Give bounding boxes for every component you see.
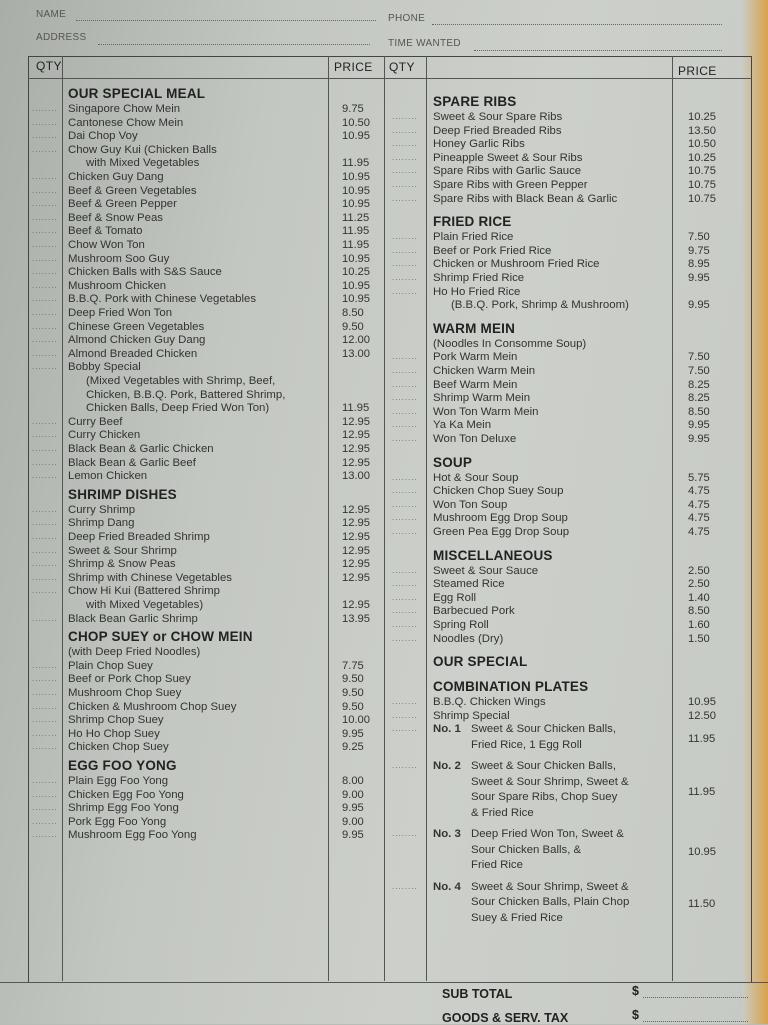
item-continuation: Chicken Balls, Deep Fried Won Ton) (86, 402, 270, 415)
qty-blank[interactable]: ........ (392, 352, 418, 362)
menu-item: Shrimp with Chinese Vegetables (68, 571, 232, 584)
item-price: 9.75 (342, 103, 364, 115)
section-heading: SOUP (433, 454, 473, 470)
item-price: 9.50 (342, 673, 364, 686)
combo-line: Sour Spare Ribs, Chop Suey (471, 791, 618, 804)
item-price: 10.75 (688, 165, 716, 178)
qty-blank[interactable]: ........ (32, 715, 58, 725)
section-note: (with Deep Fried Noodles) (68, 646, 201, 659)
menu-item: Chicken Guy Dang (68, 171, 164, 183)
menu-item: Sweet & Sour Sauce (433, 564, 539, 577)
item-price: 4.75 (688, 526, 710, 538)
item-price: 9.25 (342, 741, 364, 754)
menu-item: Chicken & Mushroom Chop Suey (68, 700, 237, 713)
item-price: 10.95 (688, 696, 716, 709)
qty-blank[interactable]: ........ (392, 273, 418, 282)
item-price: 9.95 (342, 829, 364, 842)
combo-line: Suey & Fried Rice (471, 911, 563, 924)
qty-blank[interactable]: ........ (392, 259, 418, 269)
menu-item: Ya Ka Mein (433, 419, 492, 432)
qty-blank[interactable]: ........ (392, 606, 418, 616)
section-heading: SPARE RIBS (433, 94, 517, 109)
item-price: 9.95 (342, 802, 364, 815)
section-heading: WARM MEIN (433, 320, 516, 336)
menu-item: Chicken Chop Suey Soup (433, 485, 564, 498)
combo-line: Sweet & Sour Chicken Balls, (471, 760, 616, 773)
qty-blank[interactable]: ........ (32, 457, 58, 467)
qty-blank[interactable]: ........ (392, 286, 418, 296)
qty-blank[interactable]: ........ (32, 532, 58, 541)
menu-item: Won Ton Deluxe (433, 433, 517, 445)
item-price: 9.50 (342, 687, 364, 699)
item-price: 8.95 (688, 258, 710, 271)
item-price: 8.25 (688, 392, 710, 405)
item-price: 12.95 (342, 429, 370, 442)
menu-item: Lemon Chicken (68, 470, 148, 483)
menu-item: Won Ton Warm Mein (433, 405, 539, 418)
menu-item: B.B.Q. Chicken Wings (433, 696, 546, 709)
menu-item: Pork Egg Foo Yong (68, 815, 167, 828)
item-price: 10.95 (342, 184, 370, 197)
section-note: (Noodles In Consomme Soup) (433, 337, 587, 350)
menu-item: Chicken Chop Suey (68, 741, 169, 754)
item-price: 2.50 (688, 564, 710, 577)
qty-blank[interactable]: ........ (392, 112, 418, 121)
qty-blank[interactable]: ........ (32, 321, 58, 331)
section-heading: FRIED RICE (433, 214, 512, 230)
menu-item: Won Ton Soup (433, 498, 508, 511)
menu-item: Mushroom Soo Guy (68, 252, 170, 265)
qty-blank[interactable]: ........ (392, 434, 418, 443)
qty-blank[interactable]: ........ (32, 830, 58, 840)
item-price: 10.95 (342, 198, 370, 211)
qty-blank[interactable]: ........ (392, 565, 418, 575)
menu-item: Egg Roll (433, 591, 477, 604)
item-price: 11.95 (688, 785, 716, 798)
item-price: 2.50 (688, 578, 710, 591)
menu-item: Curry Shrimp (68, 503, 136, 516)
menu-item: Hot & Sour Soup (433, 471, 519, 484)
item-continuation: (Mixed Vegetables with Shrimp, Beef, (86, 375, 276, 387)
left-price-divider (328, 56, 329, 981)
section-heading: MISCELLANEOUS (433, 547, 553, 563)
item-price: 9.75 (688, 244, 710, 257)
item-price: 12.95 (342, 599, 370, 611)
menu-item: Black Bean & Garlic Beef (68, 456, 196, 469)
qty-blank[interactable]: ........ (392, 620, 418, 629)
menu-item: Plain Fried Rice (433, 231, 514, 244)
section-heading: SHRIMP DISHES (68, 486, 177, 502)
menu-item: Green Pea Egg Drop Soup (433, 526, 570, 538)
gst-field[interactable] (643, 1021, 748, 1022)
qty-blank[interactable]: ........ (32, 586, 58, 596)
item-price: 12.95 (342, 503, 370, 516)
item-price: 11.95 (342, 157, 370, 170)
menu-item: Beef & Tomato (68, 225, 143, 238)
menu-item: Dai Chop Voy (68, 130, 138, 143)
qty-blank[interactable]: ........ (392, 379, 418, 389)
menu-item: Cantonese Chow Mein (68, 116, 184, 129)
menu-item: Ho Ho Fried Rice (433, 285, 521, 298)
item-price: 9.95 (688, 299, 710, 312)
item-price: 10.95 (342, 130, 370, 143)
menu-item: Beef Warm Mein (433, 378, 518, 391)
menu-item: Curry Chicken (68, 429, 141, 442)
item-price: 12.95 (342, 531, 370, 543)
qty-blank[interactable]: ........ (32, 117, 58, 127)
qty-blank[interactable]: ........ (32, 144, 58, 154)
qty-blank[interactable]: ........ (392, 499, 418, 509)
qty-blank[interactable]: ........ (392, 152, 418, 162)
menu-item: Shrimp Dang (68, 517, 135, 530)
qty-blank[interactable]: ........ (392, 881, 418, 891)
menu-item: Chow Won Ton (68, 239, 145, 251)
item-price: 10.25 (688, 151, 716, 164)
item-price: 12.50 (688, 709, 716, 722)
menu-item: Shrimp Chop Suey (68, 714, 164, 727)
item-continuation: with Mixed Vegetables (86, 157, 200, 170)
menu-item: Chow Guy Kui (Chicken Balls (68, 143, 217, 156)
item-price: 11.95 (342, 402, 370, 415)
item-price: 8.50 (342, 307, 364, 319)
qty-blank[interactable]: ........ (392, 232, 418, 242)
qty-blank[interactable]: ........ (32, 240, 58, 249)
item-price: 10.50 (688, 138, 716, 151)
qty-blank[interactable]: ........ (32, 728, 58, 738)
item-price: 13.95 (342, 612, 370, 625)
item-price: 8.50 (688, 605, 710, 618)
item-price: 10.25 (342, 266, 370, 279)
qty-blank[interactable]: ........ (392, 180, 418, 189)
item-price: 9.00 (342, 788, 364, 801)
qty-blank[interactable]: ........ (392, 579, 418, 589)
menu-item: Chicken Warm Mein (433, 365, 536, 377)
item-price: 1.50 (688, 632, 710, 645)
header-rule (28, 78, 752, 79)
section-heading: OUR SPECIAL (433, 654, 528, 670)
menu-item: Almond Chicken Guy Dang (68, 334, 206, 347)
menu-item: Chicken Balls with S&S Sauce (68, 266, 222, 279)
qty-blank[interactable]: ........ (32, 816, 58, 826)
qty-blank[interactable]: ........ (32, 803, 58, 813)
time-wanted-label: TIME WANTED (388, 38, 461, 49)
menu-item: Spare Ribs with Garlic Sauce (433, 165, 582, 178)
qty-blank[interactable]: ........ (392, 486, 418, 496)
item-price: 10.95 (688, 845, 716, 858)
item-price: 11.50 (688, 898, 716, 911)
menu-item: Spring Roll (433, 619, 489, 631)
qty-blank[interactable]: ........ (392, 166, 418, 176)
qty-blank[interactable]: ........ (392, 245, 418, 255)
subtotal-currency: $ (632, 984, 639, 998)
menu-item: Mushroom Egg Drop Soup (433, 512, 568, 525)
menu-item: Black Bean & Garlic Chicken (68, 443, 214, 455)
qty-blank[interactable]: ........ (392, 633, 418, 643)
qty-blank[interactable]: ........ (392, 125, 418, 135)
menu-item: Pork Warm Mein (433, 351, 518, 364)
qty-blank[interactable]: ........ (32, 348, 58, 358)
gst-currency: $ (632, 1008, 639, 1022)
qty-blank[interactable]: ........ (32, 701, 58, 711)
menu-item: Chicken Egg Foo Yong (68, 788, 184, 801)
item-price: 11.95 (342, 239, 370, 251)
qty-blank[interactable]: ........ (32, 362, 58, 372)
footer-rule (0, 982, 768, 983)
item-price: 7.50 (688, 365, 710, 377)
item-price: 8.00 (342, 775, 364, 787)
item-price: 10.00 (342, 714, 370, 727)
qty-blank[interactable]: ........ (392, 592, 418, 602)
qty-blank[interactable]: ........ (32, 688, 58, 697)
item-price: 12.95 (342, 517, 370, 530)
menu-item: Beef & Green Vegetables (68, 184, 197, 197)
menu-item: Noodles (Dry) (433, 632, 504, 645)
menu-item: Beef & Green Pepper (68, 198, 177, 211)
item-price: 4.75 (688, 498, 710, 511)
combo-line: Deep Fried Won Ton, Sweet & (471, 828, 624, 841)
item-price: 12.95 (342, 456, 370, 469)
menu-item: Beef or Pork Chop Suey (68, 673, 191, 686)
combo-number: No. 4 (433, 880, 461, 893)
item-price: 10.95 (342, 252, 370, 265)
combo-line: Fried Rice (471, 859, 523, 872)
section-heading: COMBINATION PLATES (433, 679, 589, 695)
menu-item: Sweet & Sour Shrimp (68, 544, 177, 557)
menu-item: Plain Chop Suey (68, 659, 153, 672)
item-price: 1.60 (688, 619, 710, 631)
time-wanted-field[interactable] (474, 50, 722, 51)
qty-blank[interactable]: ........ (392, 472, 418, 482)
item-price: 10.95 (342, 279, 370, 292)
qty-blank[interactable]: ........ (32, 504, 58, 514)
qty-header-left: QTY (36, 59, 62, 73)
item-price: 12.95 (342, 544, 370, 557)
name-label: NAME (36, 9, 67, 20)
menu-item: Singapore Chow Mein (68, 103, 181, 115)
menu-item: Sweet & Sour Spare Ribs (433, 111, 563, 123)
item-price: 8.50 (688, 405, 710, 418)
item-price: 11.95 (688, 733, 716, 746)
section-heading: CHOP SUEY or CHOW MEIN (68, 629, 253, 645)
qty-blank[interactable]: ........ (32, 199, 58, 209)
menu-item: Shrimp Egg Foo Yong (68, 802, 179, 815)
qty-blank[interactable]: ........ (392, 724, 418, 734)
qty-blank[interactable]: ........ (32, 280, 58, 290)
qty-blank[interactable]: ........ (32, 416, 58, 426)
qty-blank[interactable]: ........ (392, 139, 418, 149)
menu-item: Shrimp & Snow Peas (68, 558, 176, 571)
qty-blank[interactable]: ........ (392, 761, 418, 771)
item-price: 10.50 (342, 116, 370, 129)
qty-blank[interactable]: ........ (32, 444, 58, 453)
item-price: 13.00 (342, 347, 370, 360)
gst-label: GOODS & SERV. TAX (442, 1011, 569, 1025)
combo-number: No. 2 (433, 760, 461, 773)
qty-blank[interactable]: ........ (32, 674, 58, 684)
item-price: 5.75 (688, 471, 710, 484)
qty-blank[interactable]: ........ (392, 420, 418, 430)
qty-blank[interactable]: ........ (32, 308, 58, 317)
menu-item: B.B.Q. Pork with Chinese Vegetables (68, 293, 257, 306)
qty-blank[interactable]: ........ (32, 212, 58, 222)
qty-blank[interactable]: ........ (32, 226, 58, 236)
combo-line: & Fried Rice (471, 806, 534, 819)
menu-item: Mushroom Egg Foo Yong (68, 829, 197, 842)
item-price: 10.95 (342, 293, 370, 306)
menu-item: Mushroom Chop Suey (68, 687, 182, 699)
combo-line: Sweet & Sour Shrimp, Sweet & (471, 880, 629, 893)
qty-blank[interactable]: ........ (392, 710, 418, 720)
combo-number: No. 1 (433, 723, 461, 736)
item-price: 11.95 (342, 225, 370, 238)
qty-blank[interactable]: ........ (392, 393, 418, 403)
qty-blank[interactable]: ........ (32, 471, 58, 481)
address-field[interactable] (98, 44, 370, 45)
qty-blank[interactable]: ........ (32, 172, 58, 181)
item-price: 9.50 (342, 320, 364, 333)
item-price: 12.95 (342, 415, 370, 428)
combo-line: Sweet & Sour Chicken Balls, (471, 723, 616, 736)
phone-label: PHONE (388, 13, 426, 24)
item-price: 13.50 (688, 124, 716, 137)
menu-item: Steamed Rice (433, 578, 505, 591)
item-price: 9.00 (342, 815, 364, 828)
qty-blank[interactable]: ........ (32, 104, 58, 113)
item-price: 9.95 (688, 272, 710, 284)
qty-blank[interactable]: ........ (32, 185, 58, 195)
phone-field[interactable] (432, 24, 722, 25)
menu-item: Chow Hi Kui (Battered Shrimp (68, 585, 220, 598)
item-price: 7.75 (342, 659, 364, 672)
item-price: 10.75 (688, 192, 716, 205)
name-field[interactable] (76, 20, 376, 21)
menu-item: Honey Garlic Ribs (433, 138, 525, 151)
menu-item: Shrimp Fried Rice (433, 272, 525, 284)
qty-blank[interactable]: ........ (32, 430, 58, 440)
menu-item: Spare Ribs with Black Bean & Garlic (433, 192, 618, 205)
qty-blank[interactable]: ........ (392, 406, 418, 416)
menu-item: Ho Ho Chop Suey (68, 727, 160, 740)
price-header-right: PRICE (678, 64, 717, 78)
qty-blank[interactable]: ........ (392, 366, 418, 375)
item-price: 12.95 (342, 443, 370, 455)
qty-blank[interactable]: ........ (392, 193, 418, 203)
item-price: 12.95 (342, 558, 370, 571)
qty-blank[interactable]: ........ (392, 697, 418, 707)
qty-blank[interactable]: ........ (392, 513, 418, 523)
item-price: 10.95 (342, 171, 370, 183)
item-price: 7.50 (688, 351, 710, 364)
item-price: 4.75 (688, 512, 710, 525)
qty-blank[interactable]: ........ (32, 253, 58, 263)
qty-blank[interactable]: ........ (32, 267, 58, 277)
subtotal-field[interactable] (643, 997, 748, 998)
menu-item: Spare Ribs with Green Pepper (433, 179, 588, 191)
item-price: 7.50 (688, 231, 710, 244)
menu-item: Curry Beef (68, 415, 123, 428)
center-divider (384, 56, 385, 981)
item-price: 10.75 (688, 179, 716, 191)
menu-item: Barbecued Pork (433, 605, 515, 618)
item-price: 9.95 (342, 727, 364, 740)
menu-item: Deep Fried Breaded Ribs (433, 124, 562, 137)
qty-blank[interactable]: ........ (32, 742, 58, 752)
item-price: 9.95 (688, 419, 710, 432)
item-price: 13.00 (342, 470, 370, 483)
qty-blank[interactable]: ........ (32, 613, 58, 623)
item-continuation: with Mixed Vegetables) (86, 599, 204, 611)
combo-line: Sour Chicken Balls, Plain Chop (471, 896, 630, 909)
qty-blank[interactable]: ........ (392, 829, 418, 839)
right-price-divider (672, 56, 673, 981)
combo-number: No. 3 (433, 828, 461, 841)
qty-blank[interactable]: ........ (32, 660, 58, 670)
subtotal-label: SUB TOTAL (442, 987, 513, 1001)
qty-blank[interactable]: ........ (32, 131, 58, 141)
menu-item: Beef or Pork Fried Rice (433, 244, 552, 257)
qty-blank[interactable]: ........ (32, 335, 58, 345)
qty-blank[interactable]: ........ (32, 789, 58, 799)
item-price: 12.00 (342, 334, 370, 347)
address-label: ADDRESS (36, 32, 87, 43)
menu-item: Mushroom Chicken (68, 279, 167, 292)
qty-blank[interactable]: ........ (32, 776, 58, 785)
qty-blank[interactable]: ........ (32, 518, 58, 528)
item-continuation: (B.B.Q. Pork, Shrimp & Mushroom) (451, 299, 629, 312)
menu-item: Chinese Green Vegetables (68, 320, 205, 333)
combo-line: Sour Chicken Balls, & (471, 843, 582, 856)
qty-blank[interactable]: ........ (32, 294, 58, 304)
menu-item: Bobby Special (68, 361, 141, 374)
menu-item: Chicken or Mushroom Fried Rice (433, 258, 600, 271)
right-qty-divider (426, 56, 427, 981)
menu-item: Shrimp Warm Mein (433, 392, 531, 405)
menu-item: Almond Breaded Chicken (68, 347, 198, 360)
item-price: 10.25 (688, 111, 716, 123)
item-price: 4.75 (688, 485, 710, 498)
left-qty-divider (62, 56, 63, 981)
menu-item: Beef & Snow Peas (68, 211, 163, 224)
menu-item: Deep Fried Won Ton (68, 307, 173, 319)
combo-line: Sweet & Sour Shrimp, Sweet & (471, 775, 629, 788)
qty-header-right: QTY (389, 60, 415, 74)
qty-blank[interactable]: ........ (32, 559, 58, 569)
combo-line: Fried Rice, 1 Egg Roll (471, 738, 582, 751)
price-header-left: PRICE (334, 60, 373, 74)
menu-item: Shrimp Special (433, 709, 510, 722)
item-price: 8.25 (688, 378, 710, 391)
menu-item: Deep Fried Breaded Shrimp (68, 531, 210, 543)
section-heading: OUR SPECIAL MEAL (68, 86, 206, 101)
qty-blank[interactable]: ........ (32, 572, 58, 582)
section-heading: EGG FOO YONG (68, 758, 177, 773)
item-price: 9.50 (342, 700, 364, 713)
menu-item: Black Bean Garlic Shrimp (68, 612, 198, 625)
item-price: 12.95 (342, 571, 370, 584)
qty-blank[interactable]: ........ (32, 545, 58, 555)
qty-blank[interactable]: ........ (392, 527, 418, 536)
item-continuation: Chicken, B.B.Q. Pork, Battered Shrimp, (86, 388, 286, 401)
item-price: 9.95 (688, 433, 710, 445)
menu-item: Plain Egg Foo Yong (68, 775, 169, 787)
item-price: 11.25 (342, 211, 370, 224)
item-price: 1.40 (688, 591, 710, 604)
menu-item: Pineapple Sweet & Sour Ribs (433, 151, 583, 164)
